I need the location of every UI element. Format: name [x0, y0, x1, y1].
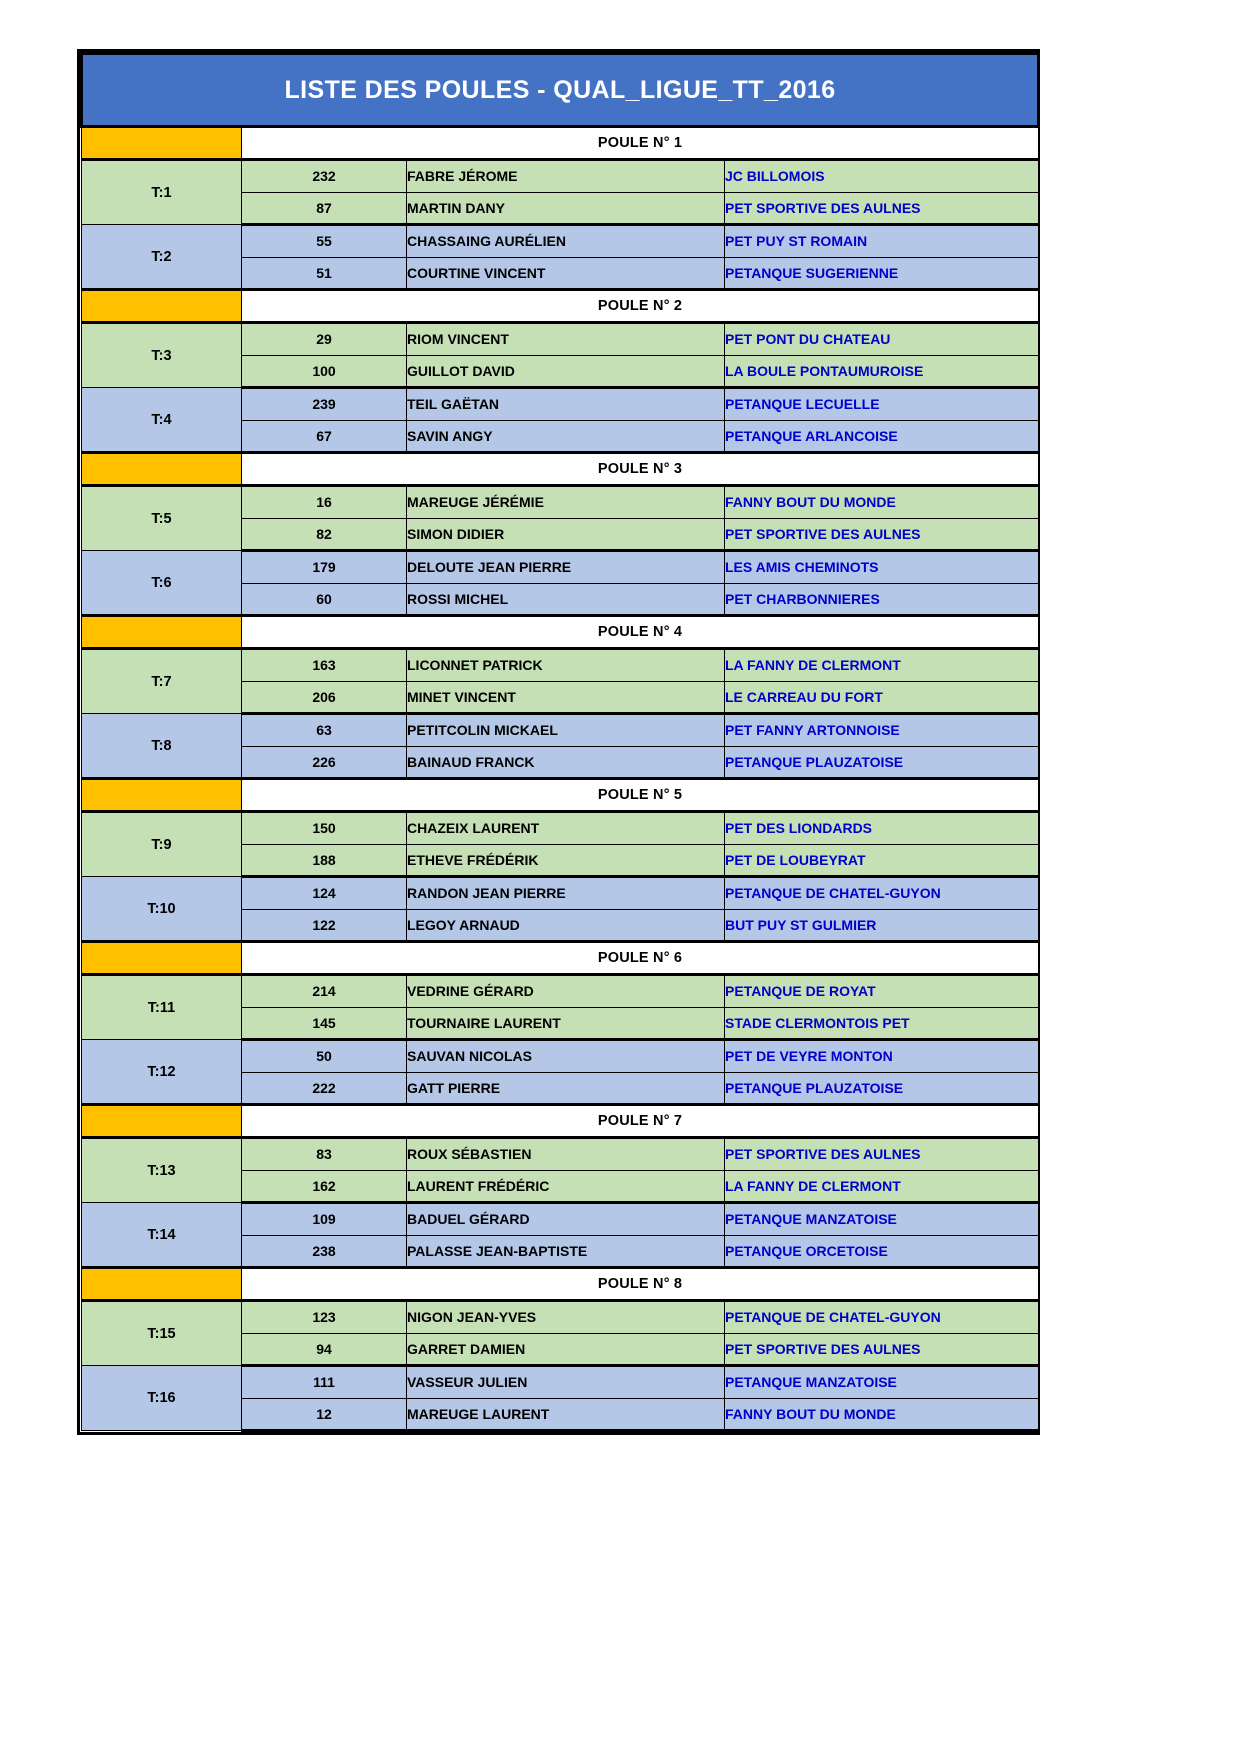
team-id-cell: T:1 [82, 160, 242, 225]
player-name-cell: CHAZEIX LAURENT [407, 812, 725, 845]
table-row [82, 812, 1039, 845]
table-row [82, 975, 1039, 1008]
club-name-cell: LE CARREAU DU FORT [725, 681, 1039, 714]
poules-sheet [77, 49, 1040, 1435]
club-name-cell: PET SPORTIVE DES AULNES [725, 1138, 1039, 1171]
team-id-cell: T:12 [82, 1040, 242, 1105]
licence-number-cell: 179 [242, 551, 407, 584]
club-name-cell: LES AMIS CHEMINOTS [725, 551, 1039, 584]
team-id-cell: T:13 [82, 1138, 242, 1203]
poule-label: POULE N° 1 [242, 127, 1039, 160]
poule-label: POULE N° 7 [242, 1105, 1039, 1138]
licence-number-cell: 162 [242, 1170, 407, 1203]
licence-number-cell: 239 [242, 388, 407, 421]
player-name-cell: MAREUGE JÉRÉMIE [407, 486, 725, 519]
poule-marker [82, 290, 242, 323]
team-id-cell: T:9 [82, 812, 242, 877]
poule-label: POULE N° 3 [242, 453, 1039, 486]
poule-marker [82, 779, 242, 812]
club-name-cell: PET SPORTIVE DES AULNES [725, 518, 1039, 551]
team-id-cell: T:16 [82, 1366, 242, 1431]
poule-header-row [82, 1105, 1039, 1138]
poule-header-row [82, 290, 1039, 323]
player-name-cell: RANDON JEAN PIERRE [407, 877, 725, 910]
licence-number-cell: 55 [242, 225, 407, 258]
team-id-cell: T:14 [82, 1203, 242, 1268]
licence-number-cell: 82 [242, 518, 407, 551]
club-name-cell: LA BOULE PONTAUMUROISE [725, 355, 1039, 388]
poule-marker [82, 616, 242, 649]
club-name-cell: PET SPORTIVE DES AULNES [725, 192, 1039, 225]
licence-number-cell: 238 [242, 1235, 407, 1268]
player-name-cell: TOURNAIRE LAURENT [407, 1007, 725, 1040]
club-name-cell: PET SPORTIVE DES AULNES [725, 1333, 1039, 1366]
licence-number-cell: 109 [242, 1203, 407, 1236]
player-name-cell: CHASSAING AURÉLIEN [407, 225, 725, 258]
poule-marker [82, 127, 242, 160]
licence-number-cell: 150 [242, 812, 407, 845]
poule-header-row [82, 127, 1039, 160]
player-name-cell: BAINAUD FRANCK [407, 746, 725, 779]
player-name-cell: GUILLOT DAVID [407, 355, 725, 388]
team-id-cell: T:6 [82, 551, 242, 616]
poule-header-row [82, 942, 1039, 975]
poule-label: POULE N° 2 [242, 290, 1039, 323]
table-row [82, 1301, 1039, 1334]
licence-number-cell: 94 [242, 1333, 407, 1366]
table-row [82, 1040, 1039, 1073]
poule-header-row [82, 779, 1039, 812]
licence-number-cell: 163 [242, 649, 407, 682]
player-name-cell: GARRET DAMIEN [407, 1333, 725, 1366]
table-row [82, 649, 1039, 682]
poule-label: POULE N° 4 [242, 616, 1039, 649]
player-name-cell: LEGOY ARNAUD [407, 909, 725, 942]
licence-number-cell: 122 [242, 909, 407, 942]
licence-number-cell: 188 [242, 844, 407, 877]
player-name-cell: MARTIN DANY [407, 192, 725, 225]
licence-number-cell: 232 [242, 160, 407, 193]
player-name-cell: PALASSE JEAN-BAPTISTE [407, 1235, 725, 1268]
club-name-cell: PET FANNY ARTONNOISE [725, 714, 1039, 747]
team-id-cell: T:8 [82, 714, 242, 779]
table-row [82, 225, 1039, 258]
player-name-cell: VEDRINE GÉRARD [407, 975, 725, 1008]
club-name-cell: PET DES LIONDARDS [725, 812, 1039, 845]
team-id-cell: T:3 [82, 323, 242, 388]
document-title: LISTE DES POULES - QUAL_LIGUE_TT_2016 [82, 54, 1039, 127]
poule-marker [82, 1268, 242, 1301]
table-row [82, 551, 1039, 584]
player-name-cell: DELOUTE JEAN PIERRE [407, 551, 725, 584]
club-name-cell: PETANQUE ORCETOISE [725, 1235, 1039, 1268]
club-name-cell: PETANQUE MANZATOISE [725, 1203, 1039, 1236]
table-row [82, 1366, 1039, 1399]
poule-header-row [82, 453, 1039, 486]
licence-number-cell: 83 [242, 1138, 407, 1171]
licence-number-cell: 100 [242, 355, 407, 388]
team-id-cell: T:2 [82, 225, 242, 290]
team-id-cell: T:11 [82, 975, 242, 1040]
player-name-cell: MINET VINCENT [407, 681, 725, 714]
player-name-cell: GATT PIERRE [407, 1072, 725, 1105]
team-id-cell: T:10 [82, 877, 242, 942]
club-name-cell: LA FANNY DE CLERMONT [725, 1170, 1039, 1203]
player-name-cell: MAREUGE LAURENT [407, 1398, 725, 1431]
team-id-cell: T:15 [82, 1301, 242, 1366]
licence-number-cell: 63 [242, 714, 407, 747]
club-name-cell: PETANQUE ARLANCOISE [725, 420, 1039, 453]
club-name-cell: PET CHARBONNIERES [725, 583, 1039, 616]
table-row [82, 486, 1039, 519]
licence-number-cell: 51 [242, 257, 407, 290]
poule-label: POULE N° 8 [242, 1268, 1039, 1301]
licence-number-cell: 222 [242, 1072, 407, 1105]
club-name-cell: PET DE VEYRE MONTON [725, 1040, 1039, 1073]
licence-number-cell: 145 [242, 1007, 407, 1040]
club-name-cell: PETANQUE SUGERIENNE [725, 257, 1039, 290]
poule-label: POULE N° 5 [242, 779, 1039, 812]
club-name-cell: LA FANNY DE CLERMONT [725, 649, 1039, 682]
licence-number-cell: 67 [242, 420, 407, 453]
player-name-cell: TEIL GAËTAN [407, 388, 725, 421]
player-name-cell: RIOM VINCENT [407, 323, 725, 356]
poules-table-body [82, 54, 1039, 1431]
club-name-cell: PET PONT DU CHATEAU [725, 323, 1039, 356]
licence-number-cell: 111 [242, 1366, 407, 1399]
poule-marker [82, 1105, 242, 1138]
club-name-cell: PETANQUE DE CHATEL-GUYON [725, 877, 1039, 910]
table-row [82, 877, 1039, 910]
licence-number-cell: 226 [242, 746, 407, 779]
table-row [82, 388, 1039, 421]
club-name-cell: PETANQUE DE CHATEL-GUYON [725, 1301, 1039, 1334]
licence-number-cell: 29 [242, 323, 407, 356]
club-name-cell: FANNY BOUT DU MONDE [725, 486, 1039, 519]
player-name-cell: NIGON JEAN-YVES [407, 1301, 725, 1334]
poule-header-row [82, 1268, 1039, 1301]
licence-number-cell: 206 [242, 681, 407, 714]
poule-marker [82, 942, 242, 975]
table-row [82, 160, 1039, 193]
team-id-cell: T:7 [82, 649, 242, 714]
poule-marker [82, 453, 242, 486]
player-name-cell: PETITCOLIN MICKAEL [407, 714, 725, 747]
team-id-cell: T:4 [82, 388, 242, 453]
licence-number-cell: 124 [242, 877, 407, 910]
table-row [82, 323, 1039, 356]
poules-table [80, 52, 1040, 1432]
club-name-cell: FANNY BOUT DU MONDE [725, 1398, 1039, 1431]
poule-label: POULE N° 6 [242, 942, 1039, 975]
club-name-cell: STADE CLERMONTOIS PET [725, 1007, 1039, 1040]
club-name-cell: PET PUY ST ROMAIN [725, 225, 1039, 258]
club-name-cell: PETANQUE PLAUZATOISE [725, 1072, 1039, 1105]
player-name-cell: ETHEVE FRÉDÉRIK [407, 844, 725, 877]
club-name-cell: PETANQUE DE ROYAT [725, 975, 1039, 1008]
player-name-cell: SAVIN ANGY [407, 420, 725, 453]
poule-header-row [82, 616, 1039, 649]
club-name-cell: PETANQUE MANZATOISE [725, 1366, 1039, 1399]
table-row [82, 714, 1039, 747]
licence-number-cell: 16 [242, 486, 407, 519]
club-name-cell: JC BILLOMOIS [725, 160, 1039, 193]
table-row [82, 1138, 1039, 1171]
player-name-cell: SIMON DIDIER [407, 518, 725, 551]
licence-number-cell: 214 [242, 975, 407, 1008]
player-name-cell: BADUEL GÉRARD [407, 1203, 725, 1236]
table-row [82, 1203, 1039, 1236]
player-name-cell: FABRE JÉROME [407, 160, 725, 193]
club-name-cell: PETANQUE LECUELLE [725, 388, 1039, 421]
licence-number-cell: 60 [242, 583, 407, 616]
player-name-cell: ROUX SÉBASTIEN [407, 1138, 725, 1171]
document-title-row [82, 54, 1039, 127]
player-name-cell: LAURENT FRÉDÉRIC [407, 1170, 725, 1203]
licence-number-cell: 12 [242, 1398, 407, 1431]
player-name-cell: VASSEUR JULIEN [407, 1366, 725, 1399]
team-id-cell: T:5 [82, 486, 242, 551]
club-name-cell: BUT PUY ST GULMIER [725, 909, 1039, 942]
licence-number-cell: 50 [242, 1040, 407, 1073]
club-name-cell: PETANQUE PLAUZATOISE [725, 746, 1039, 779]
player-name-cell: ROSSI MICHEL [407, 583, 725, 616]
licence-number-cell: 123 [242, 1301, 407, 1334]
player-name-cell: COURTINE VINCENT [407, 257, 725, 290]
club-name-cell: PET DE LOUBEYRAT [725, 844, 1039, 877]
player-name-cell: LICONNET PATRICK [407, 649, 725, 682]
licence-number-cell: 87 [242, 192, 407, 225]
player-name-cell: SAUVAN NICOLAS [407, 1040, 725, 1073]
